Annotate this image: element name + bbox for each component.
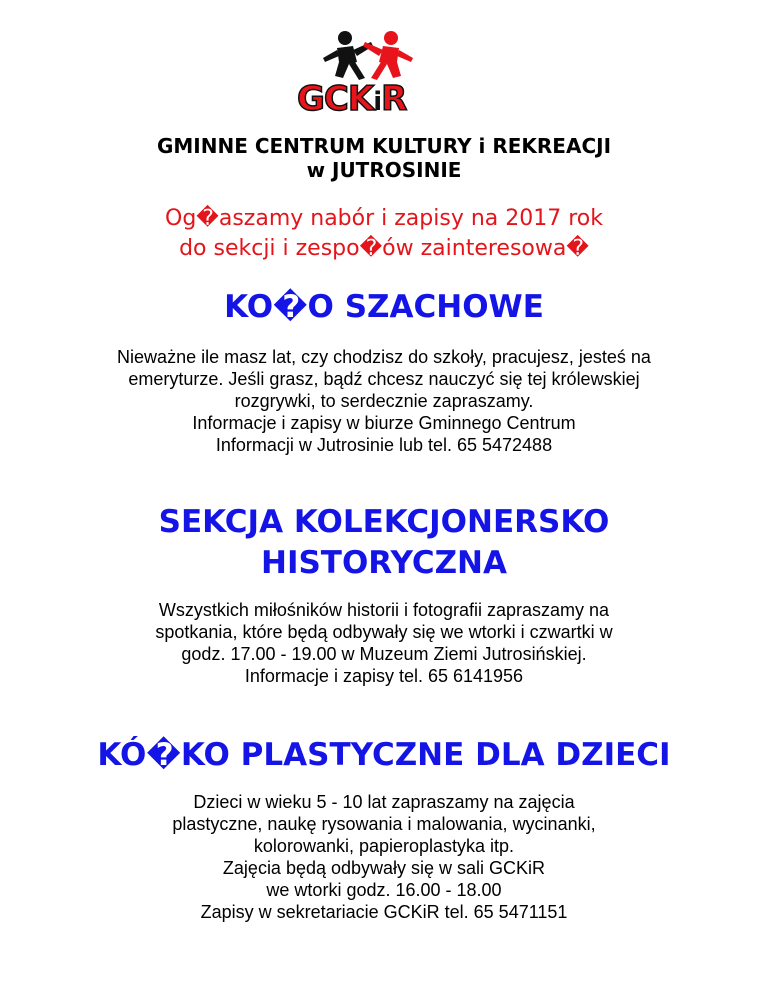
body-line: Dzieci w wieku 5 - 10 lat zapraszamy na zajęcia bbox=[193, 792, 575, 812]
organization-name bbox=[0, 134, 768, 182]
body-line: spotkania, które będą odbywały się we wtorki i czwartki w bbox=[155, 622, 613, 642]
body-line: Informacji w Jutrosinie lub tel. 65 5472488 bbox=[215, 435, 553, 455]
body-line: we wtorki godz. 16.00 - 18.00 bbox=[266, 880, 502, 900]
body-line: Zajęcia będą odbywały się w sali GCKiR bbox=[222, 858, 546, 878]
gckir-logo bbox=[293, 28, 443, 124]
section-title-collectors bbox=[0, 502, 768, 584]
body-line: Informacje i zapisy w biurze Gminnego Centrum bbox=[192, 413, 576, 433]
body-line: emeryturze. Jeśli grasz, bądź chcesz nauczyć się tej królewskiej bbox=[128, 369, 640, 389]
body-line: Wszystkich miłośników historii i fotografii zapraszamy na bbox=[158, 600, 610, 620]
section-title-art bbox=[0, 735, 768, 775]
announcement-line-1: Og�aszamy nabór i zapisy na 2017 rok bbox=[165, 206, 603, 231]
body-line: godz. 17.00 - 19.00 w Muzeum Ziemi Jutrosińskiej. bbox=[181, 644, 587, 664]
section-body-chess bbox=[0, 346, 768, 456]
announcement-line-2: do sekcji i zespo�ów zainteresowa� bbox=[179, 236, 589, 261]
section-title-chess bbox=[0, 288, 768, 326]
logo-wordmark: GCKiR bbox=[297, 79, 407, 119]
section-title-line: SEKCJA KOLEKCJONERSKO bbox=[158, 504, 610, 540]
body-line: plastyczne, naukę rysowania i malowania, wycinanki, bbox=[172, 814, 596, 834]
body-line: Nieważne ile masz lat, czy chodzisz do szkoły, pracujesz, jesteś na bbox=[117, 347, 651, 367]
section-title-line: KÓ�KO PLASTYCZNE DLA DZIECI bbox=[97, 737, 671, 773]
section-body-art bbox=[0, 791, 768, 923]
body-line: Zapisy w sekretariacie GCKiR tel. 65 5471151 bbox=[200, 902, 568, 922]
body-line: Informacje i zapisy tel. 65 6141956 bbox=[244, 666, 524, 686]
section-title-line: HISTORYCZNA bbox=[261, 545, 507, 581]
body-line: kolorowanki, papieroplastyka itp. bbox=[253, 836, 515, 856]
section-title-line: KO�O SZACHOWE bbox=[224, 289, 544, 325]
org-line-2: w JUTROSINIE bbox=[306, 158, 462, 182]
org-line-1: GMINNE CENTRUM KULTURY i REKREACJI bbox=[156, 134, 612, 158]
body-line: rozgrywki, to serdecznie zapraszamy. bbox=[234, 391, 534, 411]
section-body-collectors bbox=[0, 599, 768, 687]
announcement bbox=[0, 204, 768, 264]
